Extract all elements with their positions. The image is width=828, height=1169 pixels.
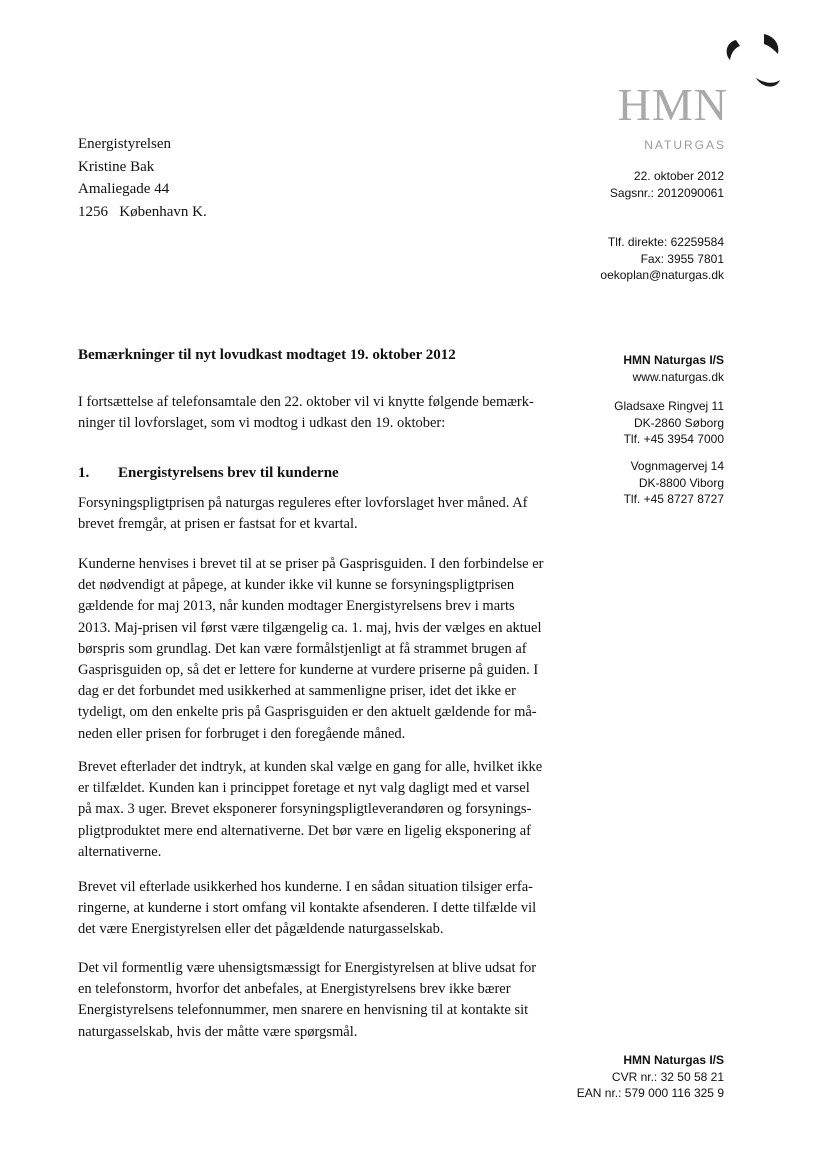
intro-paragraph [78, 392, 563, 434]
paragraph-5 [78, 958, 563, 1043]
text-line: brevet fremgår, at prisen er fastsat for et kvartal. [78, 516, 358, 533]
text-line: det nødvendigt at påpege, at kunder ikke vil kunne se forsyningspligtprisen [78, 577, 515, 594]
recipient-line: 1256 København K. [78, 203, 207, 220]
text-line: ninger til lovforslaget, som vi modtog i udkast den 19. oktober: [78, 415, 446, 432]
text-line: på max. 3 uger. Brevet eksponerer forsyningspligtleverandøren og forsynings- [78, 801, 532, 818]
address-line: Tlf. +45 8727 8727 [623, 492, 724, 506]
section-heading [78, 465, 339, 482]
paragraph-1 [78, 493, 563, 535]
text-line: Det vil formentlig være uhensigtsmæssigt for Energistyrelsen at blive udsat for [78, 960, 537, 976]
letter-subject: Bemærkninger til nyt lovudkast modtaget 19. oktober 2012 [78, 347, 456, 363]
recipient-line: Amaliegade 44 [78, 181, 170, 197]
address-line: DK-8800 Viborg [638, 475, 724, 490]
company-address-viborg [624, 458, 724, 508]
section-number: 1. [78, 465, 90, 481]
recipient-line: Kristine Bak [78, 158, 155, 175]
company-address-soborg [614, 398, 724, 448]
text-line: gældende for maj 2013, når kunden modtager Energistyrelsens brev i marts [78, 598, 515, 615]
text-line: tydeligt, om den enkelte pris på Gasprisguiden er den aktuelt gældende for må- [78, 704, 537, 721]
fax-number: Fax: 3955 7801 [640, 251, 724, 266]
direct-phone: Tlf. direkte: 62259584 [607, 235, 724, 249]
text-line: ringerne, at kunderne i stort omfang vil kontakte afsenderen. I dette tilfælde vil [78, 900, 537, 917]
logo-wordmark: HMN [617, 79, 728, 130]
footer-company-info [577, 1052, 724, 1102]
text-line: børspris som grundlag. Det kan være formålstjenligt at få strammet brugen af [78, 640, 527, 657]
email-address: oekoplan@naturgas.dk [600, 268, 724, 282]
company-name: HMN Naturgas I/S [623, 353, 724, 367]
text-line: pligtproduktet mere end alternativerne. Det bør være en ligelig eksponering af [78, 822, 531, 839]
text-line: Energistyrelsens telefonnummer, men snarere en henvisning til at kontakte sit [78, 1002, 529, 1019]
recipient-line: Energistyrelsen [78, 136, 172, 152]
company-website: www.naturgas.dk [632, 369, 724, 384]
hmn-logo-mark [722, 30, 784, 100]
section-title: Energistyrelsens brev til kunderne [118, 465, 339, 481]
logo-subtitle: NATURGAS [644, 138, 726, 152]
text-line: Brevet efterlader det indtryk, at kunden skal vælge en gang for alle, hvilket ikke [78, 759, 543, 775]
date-block [610, 168, 724, 201]
text-line: Brevet vil efterlade usikkerhed hos kunderne. I en sådan situation tilsiger erfa- [78, 879, 533, 895]
text-line: Kunderne henvises i brevet til at se priser på Gasprisguiden. I den forbindelse er [78, 556, 544, 572]
contact-block [600, 234, 724, 284]
paragraph-3 [78, 757, 563, 863]
text-line: neden eller prisen for forbruget i den foregående måned. [78, 725, 406, 742]
recipient-address [78, 133, 207, 223]
text-line: dag er det forbundet med usikkerhed at sammenligne priser, idet det ikke er [78, 683, 516, 700]
text-line: I fortsættelse af telefonsamtale den 22. oktober vil vi knytte følgende bemærk- [78, 394, 534, 410]
footer-company-name: HMN Naturgas I/S [623, 1053, 724, 1067]
case-number: Sagsnr.: 2012090061 [609, 185, 724, 200]
text-line: Gasprisguiden op, så det er lettere for kunderne at vurdere priserne på guiden. I [78, 662, 539, 679]
company-block [623, 352, 724, 385]
letter-date: 22. oktober 2012 [633, 169, 724, 183]
text-line: det være Energistyrelsen eller det pågældende naturgasselskab. [78, 921, 444, 938]
address-line: Vognmagervej 14 [630, 459, 724, 473]
paragraph-4 [78, 877, 563, 941]
address-line: DK-2860 Søborg [633, 415, 724, 430]
footer-ean: EAN nr.: 579 000 116 325 9 [576, 1086, 724, 1100]
text-line: er tilfældet. Kunden kan i princippet foretage et nyt valg dagligt med et varsel [78, 780, 530, 797]
text-line: Forsyningspligtprisen på naturgas reguleres efter lovforslaget hver måned. Af [78, 495, 528, 511]
text-line: alternativerne. [78, 843, 162, 860]
text-line: naturgasselskab, hvis der måtte være spørgsmål. [78, 1023, 358, 1040]
address-line: Gladsaxe Ringvej 11 [614, 399, 724, 413]
paragraph-2 [78, 554, 563, 745]
text-line: en telefonstorm, hvorfor det anbefales, at Energistyrelsens brev ikke bærer [78, 981, 511, 998]
address-line: Tlf. +45 3954 7000 [623, 432, 724, 446]
text-line: 2013. Maj-prisen vil først være tilgængelig ca. 1. maj, hvis der vælges en aktuel [78, 619, 542, 636]
footer-cvr: CVR nr.: 32 50 58 21 [611, 1069, 724, 1084]
